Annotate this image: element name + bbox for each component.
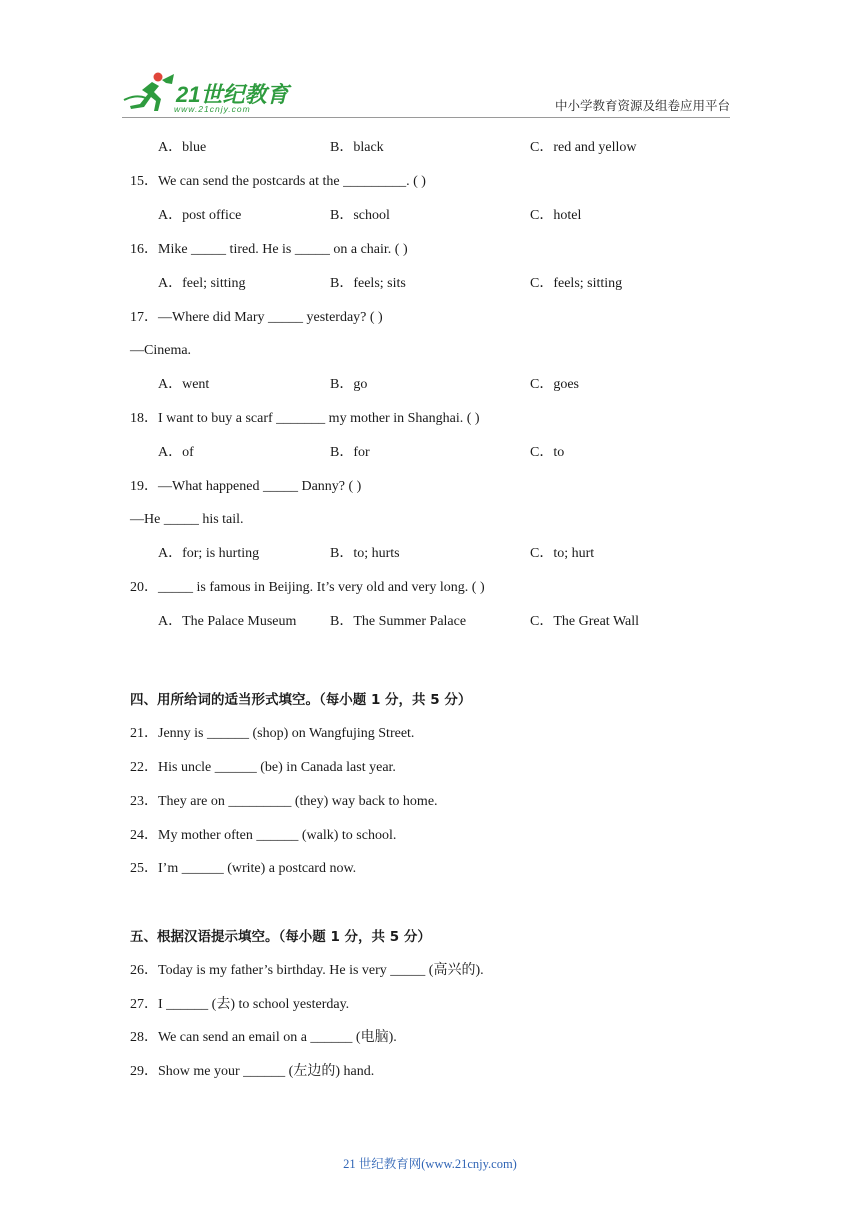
q15-option-b: B．school: [330, 208, 390, 223]
q19-option-c: C．to; hurt: [530, 546, 595, 561]
q20-stem: 20．_____ is famous in Beijing. It’s very old and very long. ( ): [130, 580, 485, 595]
q17-option-a: A．went: [158, 377, 210, 392]
q27: 27．I ______ (去) to school yesterday.: [130, 997, 350, 1012]
header-tagline: 中小学教育资源及组卷应用平台: [554, 98, 730, 113]
q17-option-b: B．go: [330, 377, 368, 392]
q17-option-c: C．goes: [530, 377, 579, 392]
q19-option-b: B．to; hurts: [330, 546, 400, 561]
q16-option-b: B．feels; sits: [330, 276, 406, 291]
q16-stem: 16．Mike _____ tired. He is _____ on a chair. ( ): [130, 242, 408, 257]
q25: 25．I’m ______ (write) a postcard now.: [130, 861, 357, 876]
q15-option-a: A．post office: [158, 208, 242, 223]
runner-logo-icon: [122, 70, 178, 116]
q24: 24．My mother often ______ (walk) to school.: [130, 828, 397, 843]
page-header: [0, 0, 860, 124]
q28: 28．We can send an email on a ______ (电脑).: [130, 1030, 397, 1045]
q18-option-b: B．for: [330, 445, 370, 460]
q21: 21．Jenny is ______ (shop) on Wangfujing Street.: [130, 726, 415, 741]
q14-option-a: A．blue: [158, 140, 207, 155]
q20-option-c: C．The Great Wall: [530, 614, 640, 629]
header-rule: [122, 117, 730, 118]
q17-answer-line: —Cinema.: [130, 343, 192, 358]
q22: 22．His uncle ______ (be) in Canada last year.: [130, 760, 396, 775]
q20-option-b: B．The Summer Palace: [330, 614, 467, 629]
section4-title: 四、用所给词的适当形式填空。（每小题 1 分，共 5 分）: [130, 692, 472, 708]
q19-stem: 19．—What happened _____ Danny? ( ): [130, 479, 362, 494]
logo-text: 21世纪教育: [176, 82, 289, 107]
q18-option-c: C．to: [530, 445, 565, 460]
q17-stem: 17．—Where did Mary _____ yesterday? ( ): [130, 310, 383, 325]
q18-stem: 18．I want to buy a scarf _______ my mother in Shanghai. ( ): [130, 411, 480, 426]
q29: 29．Show me your ______ (左边的) hand.: [130, 1064, 375, 1079]
q16-option-a: A．feel; sitting: [158, 276, 246, 291]
q18-option-a: A．of: [158, 445, 194, 460]
q15-stem: 15．We can send the postcards at the _________. ( ): [130, 174, 426, 189]
q14-option-c: C．red and yellow: [530, 140, 637, 155]
q15-option-c: C．hotel: [530, 208, 582, 223]
q19-option-a: A．for; is hurting: [158, 546, 260, 561]
q14-option-b: B．black: [330, 140, 384, 155]
logo: [122, 70, 292, 116]
q23: 23．They are on _________ (they) way back to home.: [130, 794, 438, 809]
q19-answer-line: —He _____ his tail.: [130, 512, 244, 527]
page-footer: 21 世纪教育网(www.21cnjy.com): [343, 1157, 517, 1171]
logo-url: www.21cnjy.com: [174, 104, 251, 114]
q20-option-a: A．The Palace Museum: [158, 614, 297, 629]
q16-option-c: C．feels; sitting: [530, 276, 623, 291]
q26: 26．Today is my father’s birthday. He is very _____ (高兴的).: [130, 963, 484, 978]
section5-title: 五、根据汉语提示填空。（每小题 1 分，共 5 分）: [130, 929, 431, 945]
